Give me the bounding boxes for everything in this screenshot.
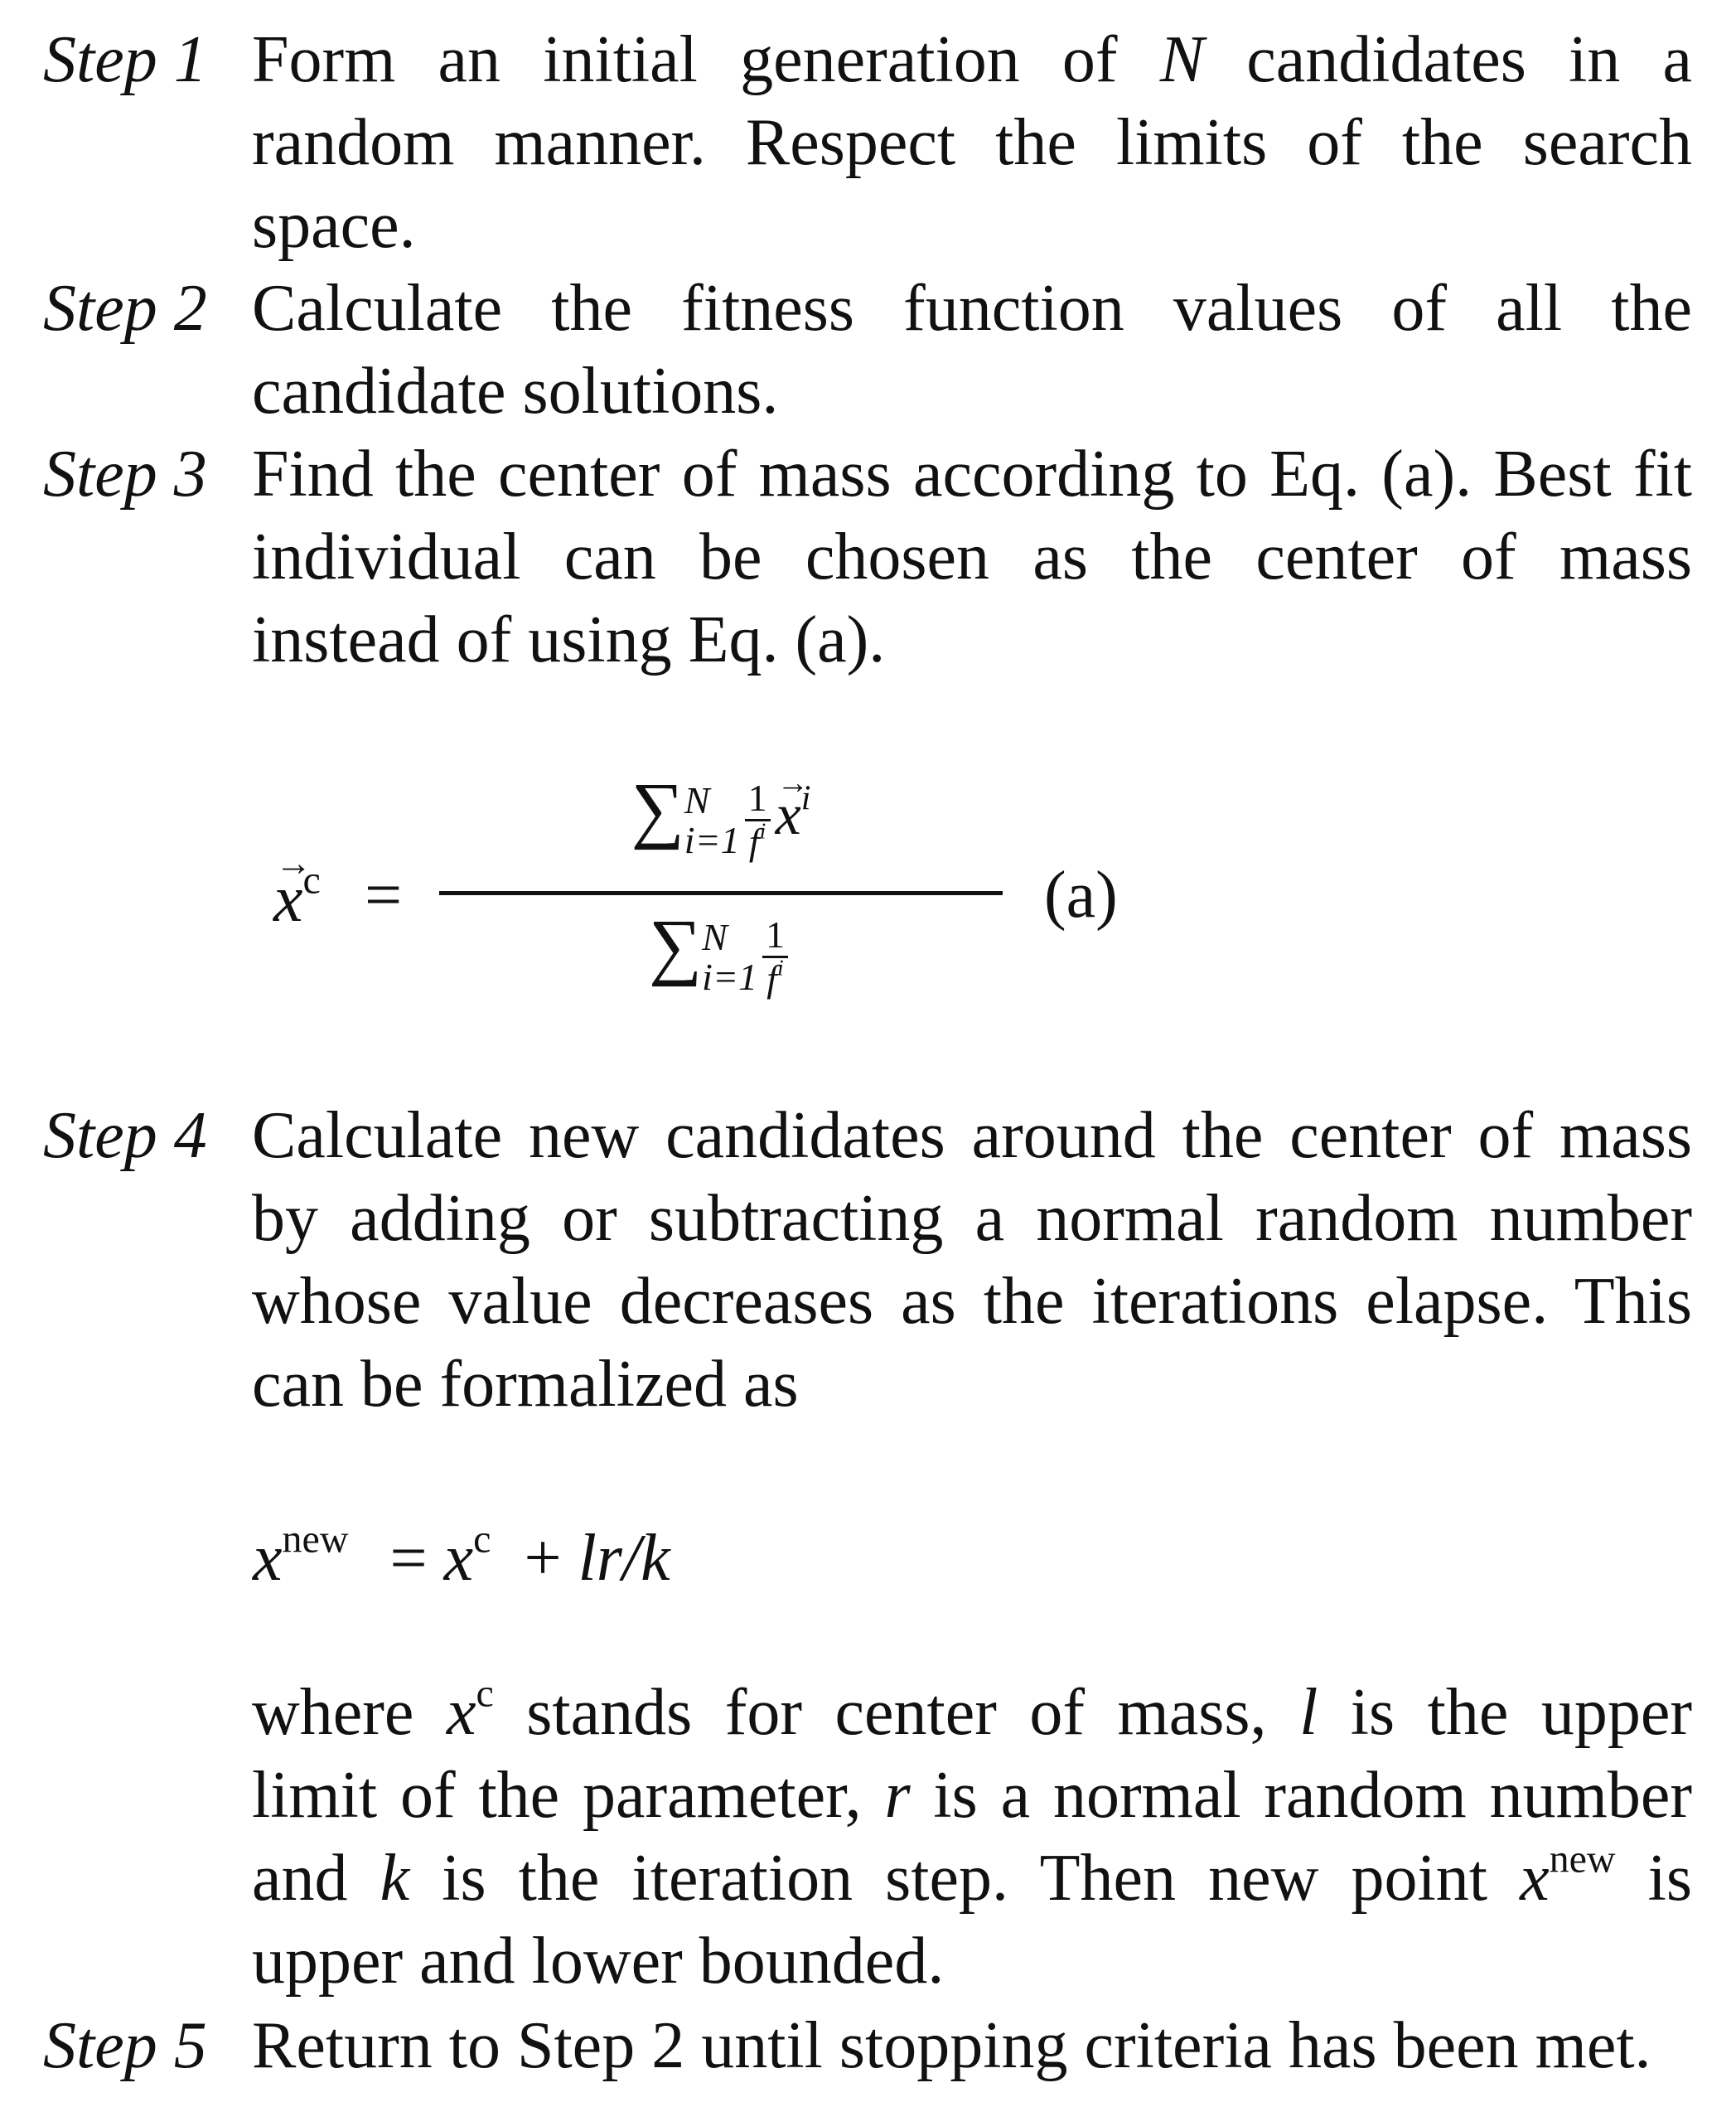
step-4-explanation-body	[252, 1671, 1692, 2003]
step-4-line-2: by adding or subtracting a normal random number	[252, 1182, 1692, 1255]
step-2-body	[252, 267, 1692, 433]
equation-a-equals: =	[365, 859, 403, 932]
step-4-body	[252, 1094, 1692, 1426]
equation-a-numerator: ∑ N i=1 $\frac{1}{f^i}$ → $x^i$	[439, 767, 1003, 863]
step-3-line-2: individual can be chosen as the center of mass	[252, 521, 1692, 593]
step-3-body	[252, 433, 1692, 681]
step-5	[43, 2004, 1692, 2087]
step-2-label: Step 2	[43, 272, 207, 345]
equation-a	[273, 767, 1185, 1040]
step-1-line-3: space.	[252, 189, 416, 262]
step-2-line-1: Calculate the fitness function values of all the	[252, 272, 1692, 345]
step-4-line-3: whose value decreases as the iterations elapse. This	[252, 1265, 1692, 1338]
step-4-explanation	[43, 1671, 1692, 2003]
explanation-line-4: upper and lower bounded.	[252, 1925, 945, 1998]
step-2	[43, 267, 1692, 433]
step-5-label: Step 5	[43, 2009, 207, 2082]
equation-update: $x^{new} = x^c + lr/k$	[253, 1517, 670, 1595]
step-1-body	[252, 18, 1692, 267]
explanation-line-2: limit of the parameter, r is a normal random number	[252, 1759, 1693, 1832]
explanation-line-1: where $x^c$ stands for center of mass, l is the upper	[252, 1671, 1693, 1749]
step-4-line-1: Calculate new candidates around the center of mass	[252, 1099, 1692, 1172]
equation-a-lhs: → $x^c$	[273, 862, 321, 937]
step-1-line-2: random manner. Respect the limits of the search	[252, 106, 1692, 179]
step-3-line-3: instead of using Eq. (a).	[252, 603, 886, 676]
step-5-body	[252, 2004, 1692, 2087]
step-1	[43, 18, 1692, 267]
step-4-label: Step 4	[43, 1099, 207, 1172]
step-4-line-4: can be formalized as	[252, 1348, 799, 1421]
step-2-line-2: candidate solutions.	[252, 355, 779, 428]
equation-a-fraction-bar	[439, 891, 1003, 895]
step-3-label: Step 3	[43, 438, 207, 511]
step-3-line-1: Find the center of mass according to Eq. (a). Best fit	[252, 438, 1692, 511]
explanation-line-3: and k is the iteration step. Then new point $x^{new}$ is	[252, 1837, 1692, 1915]
step-3	[43, 433, 1692, 681]
step-4	[43, 1094, 1692, 1426]
step-5-line-1: Return to Step 2 until stopping criteria has been met.	[252, 2009, 1651, 2082]
step-1-label: Step 1	[43, 23, 207, 96]
step-1-line-1: Form an initial generation of N candidates in a	[252, 23, 1692, 96]
equation-a-denominator: ∑ N i=1 $\frac{1}{f^i}$	[439, 903, 1003, 1000]
equation-a-fraction	[439, 767, 1003, 1040]
equation-a-tag: (a)	[1044, 859, 1118, 932]
